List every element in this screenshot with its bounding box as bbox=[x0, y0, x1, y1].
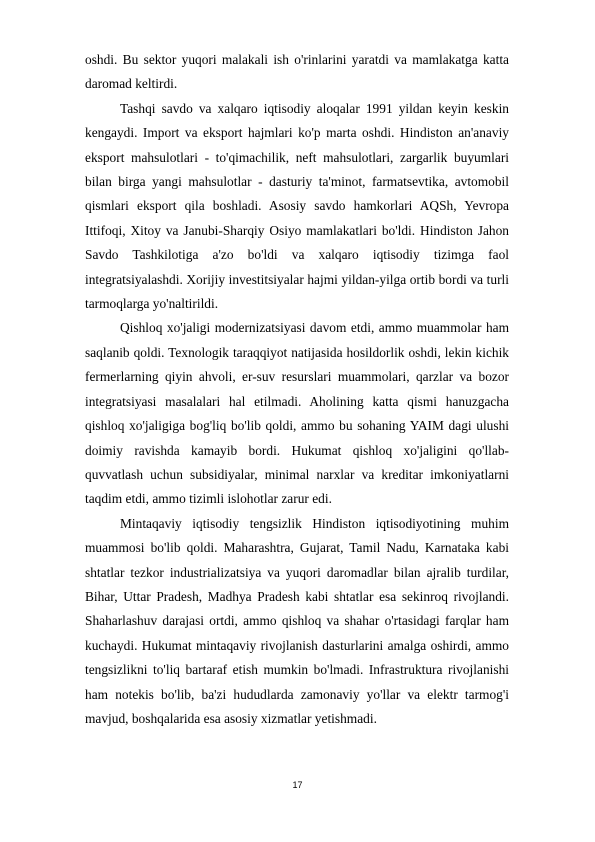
page-body bbox=[85, 48, 509, 731]
paragraph-continuation: oshdi. Bu sektor yuqori malakali ish o'rinlarini yaratdi va mamlakatga katta daromad keltirdi. bbox=[85, 52, 509, 92]
paragraph-regional-inequality: Mintaqaviy iqtisodiy tengsizlik Hindiston iqtisodiyotining muhim muammosi bo'lib qoldi. Maharashtra, Gujarat, Tamil Nadu, Karnataka kabi shtatlar tezkor industrializatsiya va yuqori daromadlar bilan ajralib turdilar, Bihar, Uttar Pradesh, Madhya Pradesh kabi shtatlar esa sekinroq rivojlandi. Shaharlashuv darajasi ortdi, ammo qishloq va shahar o'rtasidagi farqlar ham kuchaydi. Hukumat mintaqaviy rivojlanish dasturlarini amalga oshirdi, ammo tengsizlikni to'liq bartaraf etish mumkin bo'lmadi. Infrastruktura rivojlanishi ham notekis bo'lib, ba'zi hududlarda zamonaviy yo'llar va elektr tarmog'i mavjud, boshqalarida esa asosiy xizmatlar yetishmadi. bbox=[85, 515, 509, 726]
paragraph-agriculture: Qishloq xo'jaligi modernizatsiyasi davom etdi, ammo muammolar ham saqlanib qoldi. Texnologik taraqqiyot natijasida hosildorlik oshdi, lekin kichik fermerlarning qiyin ahvoli, er-suv resurslari muammolari, qarzlar va bozor integratsiyasi masalalari hal etilmadi. Aholining katta qismi hanuzgacha qishloq xo'jaligiga bog'liq bo'lib qoldi, ammo bu sohaning YAIM dagi ulushi doimiy ravishda kamayib bordi. Hukumat qishloq xo'jaligini qo'llab-quvvatlash uchun subsidiyalar, minimal narxlar va kreditar imkoniyatlarni taqdim etdi, ammo tizimli islohotlar zarur edi. bbox=[85, 320, 509, 507]
paragraph-foreign-trade: Tashqi savdo va xalqaro iqtisodiy aloqalar 1991 yildan keyin keskin kengaydi. Import va eksport hajmlari ko'p marta oshdi. Hindiston an'anaviy eksport mahsulotlari - to'qimachilik, neft mahsulotlari, zargarlik buyumlari bilan birga yangi mahsulotlar - dasturiy ta'minot, farmatsevtika, avtomobil qismlari eksport qila boshladi. Asosiy savdo hamkorlari AQSh, Yevropa Ittifoqi, Xitoy va Janubi-Sharqiy Osiyo mamlakatlari bo'ldi. Hindiston Jahon Savdo Tashkilotiga a'zo bo'ldi va xalqaro iqtisodiy tizimga faol integratsiyalashdi. Xorijiy investitsiyalar hajmi yildan-yilga ortib bordi va turli tarmoqlarga yo'naltirildi. bbox=[85, 100, 509, 312]
page-number: 17 bbox=[292, 780, 303, 790]
